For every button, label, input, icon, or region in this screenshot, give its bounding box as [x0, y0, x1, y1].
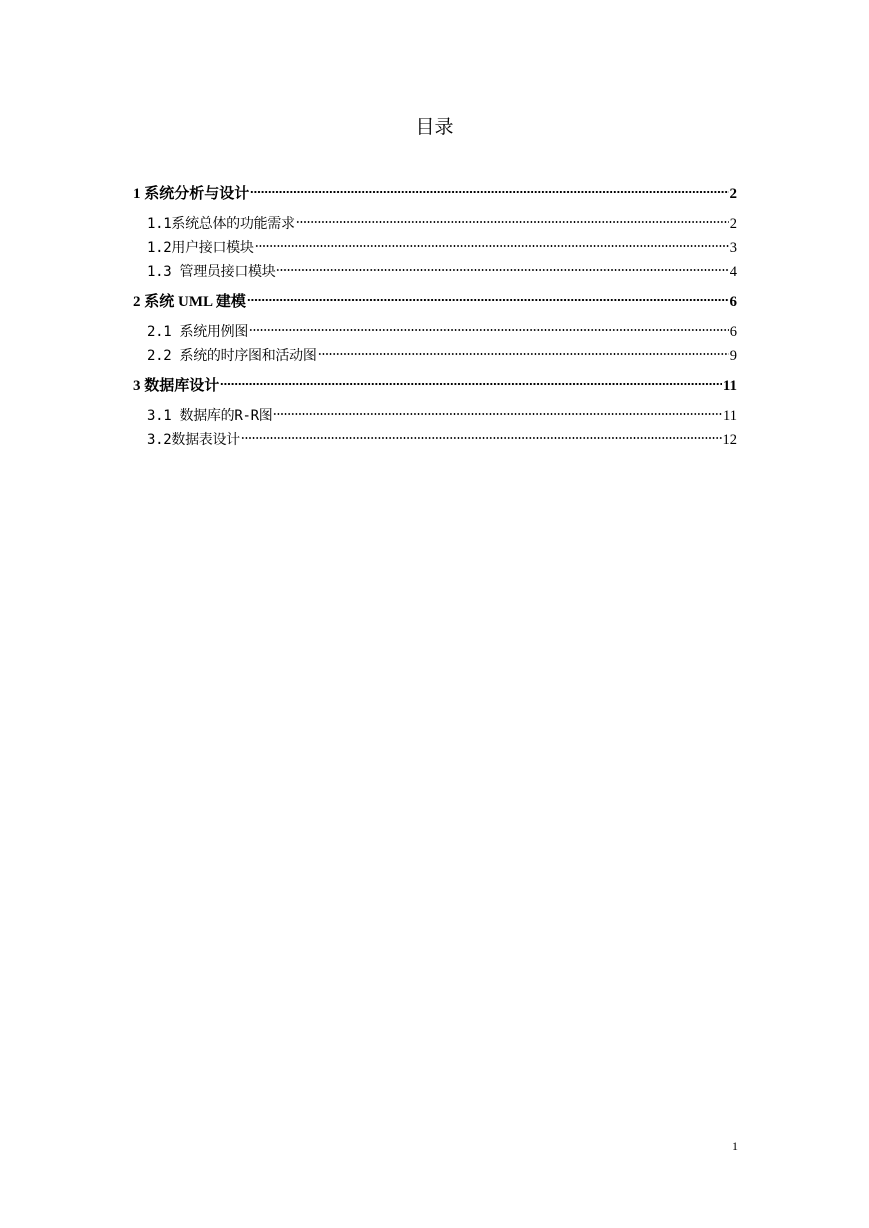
dot-leader [249, 328, 729, 332]
toc-entry-page: 2 [729, 186, 737, 202]
toc-entry-2-1[interactable] [133, 320, 737, 344]
dot-leader [296, 220, 729, 224]
dot-leader [250, 190, 728, 194]
toc-entry-label: 2.1 系统用例图 [147, 324, 249, 340]
toc-entry-page: 11 [722, 378, 737, 394]
toc-entry-2[interactable] [133, 288, 737, 316]
toc-entry-page: 2 [729, 216, 737, 232]
toc-entry-3-2[interactable] [133, 428, 737, 452]
toc-entry-page: 6 [729, 294, 737, 310]
toc-entry-page: 12 [722, 432, 737, 448]
dot-leader [255, 244, 729, 248]
toc-entry-page: 4 [729, 264, 737, 280]
dot-leader [241, 436, 722, 440]
table-of-contents [133, 180, 737, 452]
toc-entry-label: 1.2用户接口模块 [147, 240, 254, 256]
toc-entry-1-1[interactable] [133, 212, 737, 236]
toc-entry-1-3[interactable] [133, 260, 737, 284]
footer-page-number: 1 [732, 1139, 738, 1153]
toc-entry-2-2[interactable] [133, 344, 737, 368]
toc-entry-label: 1.3 管理员接口模块 [147, 264, 276, 280]
toc-entry-3[interactable] [133, 372, 737, 400]
toc-entry-label: 1 系统分析与设计 [133, 186, 250, 202]
dot-leader [276, 268, 728, 272]
dot-leader [273, 412, 722, 416]
toc-entry-page: 11 [723, 408, 737, 424]
toc-entry-1-2[interactable] [133, 236, 737, 260]
toc-entry-label: 3 数据库设计 [133, 378, 220, 394]
toc-entry-page: 3 [729, 240, 737, 256]
toc-entry-label: 3.1 数据库的R-R图 [147, 408, 273, 424]
toc-entry-page: 9 [729, 348, 737, 364]
toc-entry-label: 2.2 系统的时序图和活动图 [147, 348, 317, 364]
toc-entry-label: 2 系统 UML 建模 [133, 294, 246, 310]
dot-leader [220, 382, 722, 386]
toc-entry-label: 1.1系统总体的功能需求 [147, 216, 295, 232]
toc-entry-1[interactable] [133, 180, 737, 208]
dot-leader [247, 298, 729, 302]
toc-entry-3-1[interactable] [133, 404, 737, 428]
dot-leader [318, 352, 729, 356]
page-title: 目录 [415, 116, 454, 138]
toc-entry-page: 6 [729, 324, 737, 340]
toc-entry-label: 3.2数据表设计 [147, 432, 240, 448]
